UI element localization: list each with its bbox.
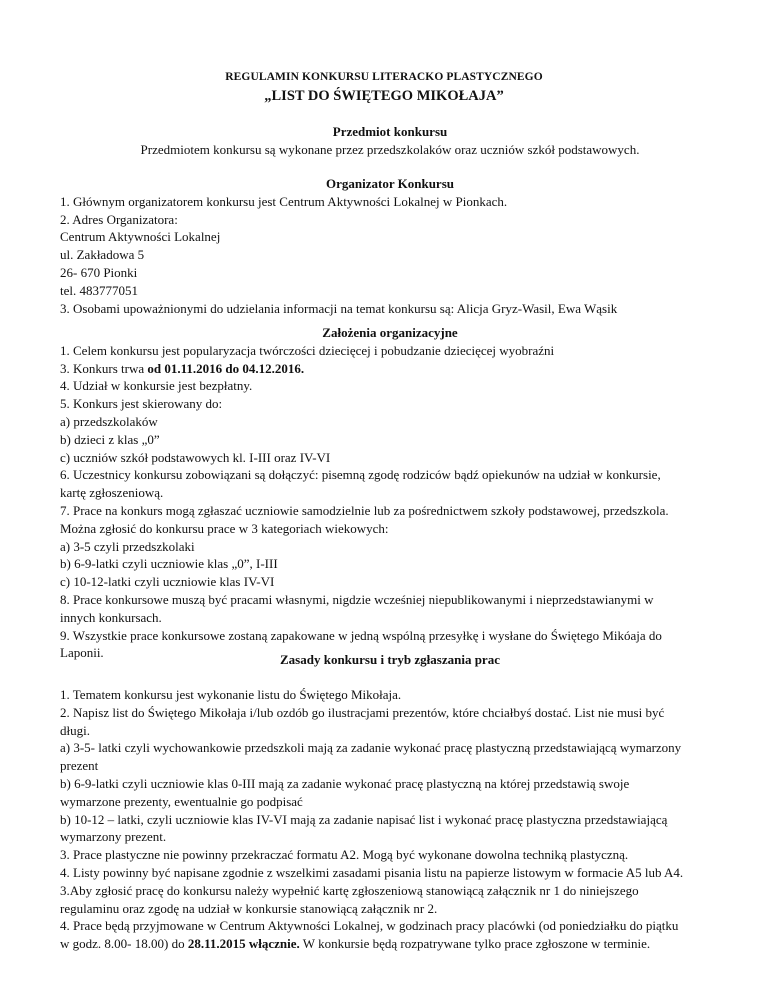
section-organizer bbox=[60, 175, 720, 317]
section-heading: Zasady konkursu i tryb zgłaszania prac bbox=[280, 652, 500, 667]
section-heading: Założenia organizacyjne bbox=[322, 325, 458, 340]
text-line bbox=[60, 935, 720, 953]
document-title: REGULAMIN KONKURSU LITERACKO PLASTYCZNEGO bbox=[225, 71, 543, 83]
text-line: 4. Prace będą przyjmowane w Centrum Aktywności Lokalnej, w godzinach pracy placówki (od poniedziałku do piątku bbox=[60, 918, 679, 934]
text-span: W konkursie będą rozpatrywane tylko prace zgłoszone w terminie. bbox=[299, 936, 651, 952]
text-line: a) 3-5 czyli przedszkolaki bbox=[60, 538, 195, 554]
text-line bbox=[60, 360, 720, 378]
text-line: 9. Wszystkie prace konkursowe zostaną zapakowane w jedną wspólną przesyłkę i wysłane do Świętego Mikóaja do bbox=[60, 627, 662, 643]
document-subtitle: „LIST DO ŚWIĘTEGO MIKOŁAJA” bbox=[264, 88, 504, 104]
text-line: Centrum Aktywności Lokalnej bbox=[60, 229, 221, 245]
text-line: 1. Tematem konkursu jest wykonanie listu do Świętego Mikołaja. bbox=[60, 687, 402, 702]
deadline-date: 28.11.2015 włącznie. bbox=[187, 936, 300, 952]
text-line: 1. Celem konkursu jest popularyzacja twórczości dziecięcej i pobudzanie dziecięcej wyobraźni bbox=[60, 342, 555, 358]
text-line: 1. Głównym organizatorem konkursu jest Centrum Aktywności Lokalnej w Pionkach. bbox=[60, 193, 508, 209]
text-line: regulaminu oraz zgodę na udział w konkursie stanowiącą załącznik nr 2. bbox=[60, 900, 438, 916]
text-line: Laponii. bbox=[60, 645, 104, 661]
text-line: tel. 483777051 bbox=[60, 282, 138, 298]
text-span: w godz. 8.00- 18.00) do bbox=[60, 936, 188, 952]
text-line: wymarzony prezent. bbox=[60, 829, 167, 845]
text-line: b) dzieci z klas „0” bbox=[60, 431, 160, 447]
text-line: 3. Prace plastyczne nie powinny przekraczać formatu A2. Mogą być wykonane dowolna techniką plastyczną. bbox=[60, 847, 629, 863]
text-line: innych konkursach. bbox=[60, 609, 162, 625]
section-heading: Organizator Konkursu bbox=[326, 176, 454, 191]
text-line: 2. Adres Organizatora: bbox=[60, 211, 178, 227]
text-line: c) 10-12-latki czyli uczniowie klas IV-VI bbox=[60, 574, 275, 590]
text-line: długi. bbox=[60, 722, 90, 738]
text-line: b) 6-9-latki czyli uczniowie klas 0-III mają za zadanie wykonać pracę plastyczną na której przedstawią swoje bbox=[60, 775, 630, 791]
text-line: 4. Udział w konkursie jest bezpłatny. bbox=[60, 378, 253, 394]
text-line: kartę zgłoszeniową. bbox=[60, 485, 164, 501]
date-range: od 01.11.2016 do 04.12.2016. bbox=[147, 360, 305, 376]
text-span: 3. Konkurs trwa bbox=[60, 360, 148, 376]
paragraph: Przedmiotem konkursu są wykonane przez przedszkolaków oraz uczniów szkół podstawowych. bbox=[140, 141, 640, 157]
text-line: 7. Prace na konkurs mogą zgłaszać uczniowie samodzielnie lub za pośrednictwem szkoły podstawowej, przedszkola. bbox=[60, 502, 669, 518]
text-line: wymarzone prezenty, ewentualnie go podpisać bbox=[60, 793, 303, 809]
text-line: 4. Listy powinny być napisane zgodnie z wszelkimi zasadami pisania listu na papierze listowym w formacie A5 lub A4. bbox=[60, 864, 684, 880]
text-line: b) 6-9-latki czyli uczniowie klas „0”, I-III bbox=[60, 556, 278, 572]
section-rules bbox=[60, 686, 720, 953]
text-line: 2. Napisz list do Świętego Mikołaja i/lub ozdób go ilustracjami prezentów, które chciałbyś dostać. List nie musi być bbox=[60, 704, 665, 720]
section-subject bbox=[60, 123, 720, 159]
text-line: 5. Konkurs jest skierowany do: bbox=[60, 396, 223, 412]
text-line: ul. Zakładowa 5 bbox=[60, 247, 145, 263]
text-line: 6. Uczestnicy konkursu zobowiązani są dołączyć: pisemną zgodę rodziców bądź opiekunów na udział w konkursie, bbox=[60, 467, 661, 483]
text-line: 3.Aby zgłosić pracę do konkursu należy wypełnić kartę zgłoszeniową stanowiącą załącznik nr 1 do niniejszego bbox=[60, 882, 639, 898]
text-line: b) 10-12 – latki, czyli uczniowie klas IV-VI mają za zadanie napisać list i wykonać pracę plastyczna przedstawiającą bbox=[60, 811, 668, 827]
text-line: prezent bbox=[60, 758, 99, 774]
text-line: 3. Osobami upoważnionymi do udzielania informacji na temat konkursu są: Alicja Gryz-Wasil, Ewa Wąsik bbox=[60, 300, 618, 316]
text-line: a) przedszkolaków bbox=[60, 413, 158, 429]
text-line: Można zgłosić do konkursu prace w 3 kategoriach wiekowych: bbox=[60, 520, 389, 536]
section-organizational bbox=[60, 324, 720, 662]
text-line: 8. Prace konkursowe muszą być pracami własnymi, nigdzie wcześniej niepublikowanymi i nieprzedstawianymi w bbox=[60, 591, 654, 607]
section-heading: Przedmiot konkursu bbox=[332, 124, 448, 139]
text-line: c) uczniów szkół podstawowych kl. I-III oraz IV-VI bbox=[60, 449, 331, 465]
text-line: 26- 670 Pionki bbox=[60, 264, 138, 280]
section-rules-heading-wrap bbox=[60, 651, 720, 669]
text-line: a) 3-5- latki czyli wychowankowie przedszkoli mają za zadanie wykonać pracę plastyczną przedstawiającą wymarzony bbox=[60, 740, 682, 756]
